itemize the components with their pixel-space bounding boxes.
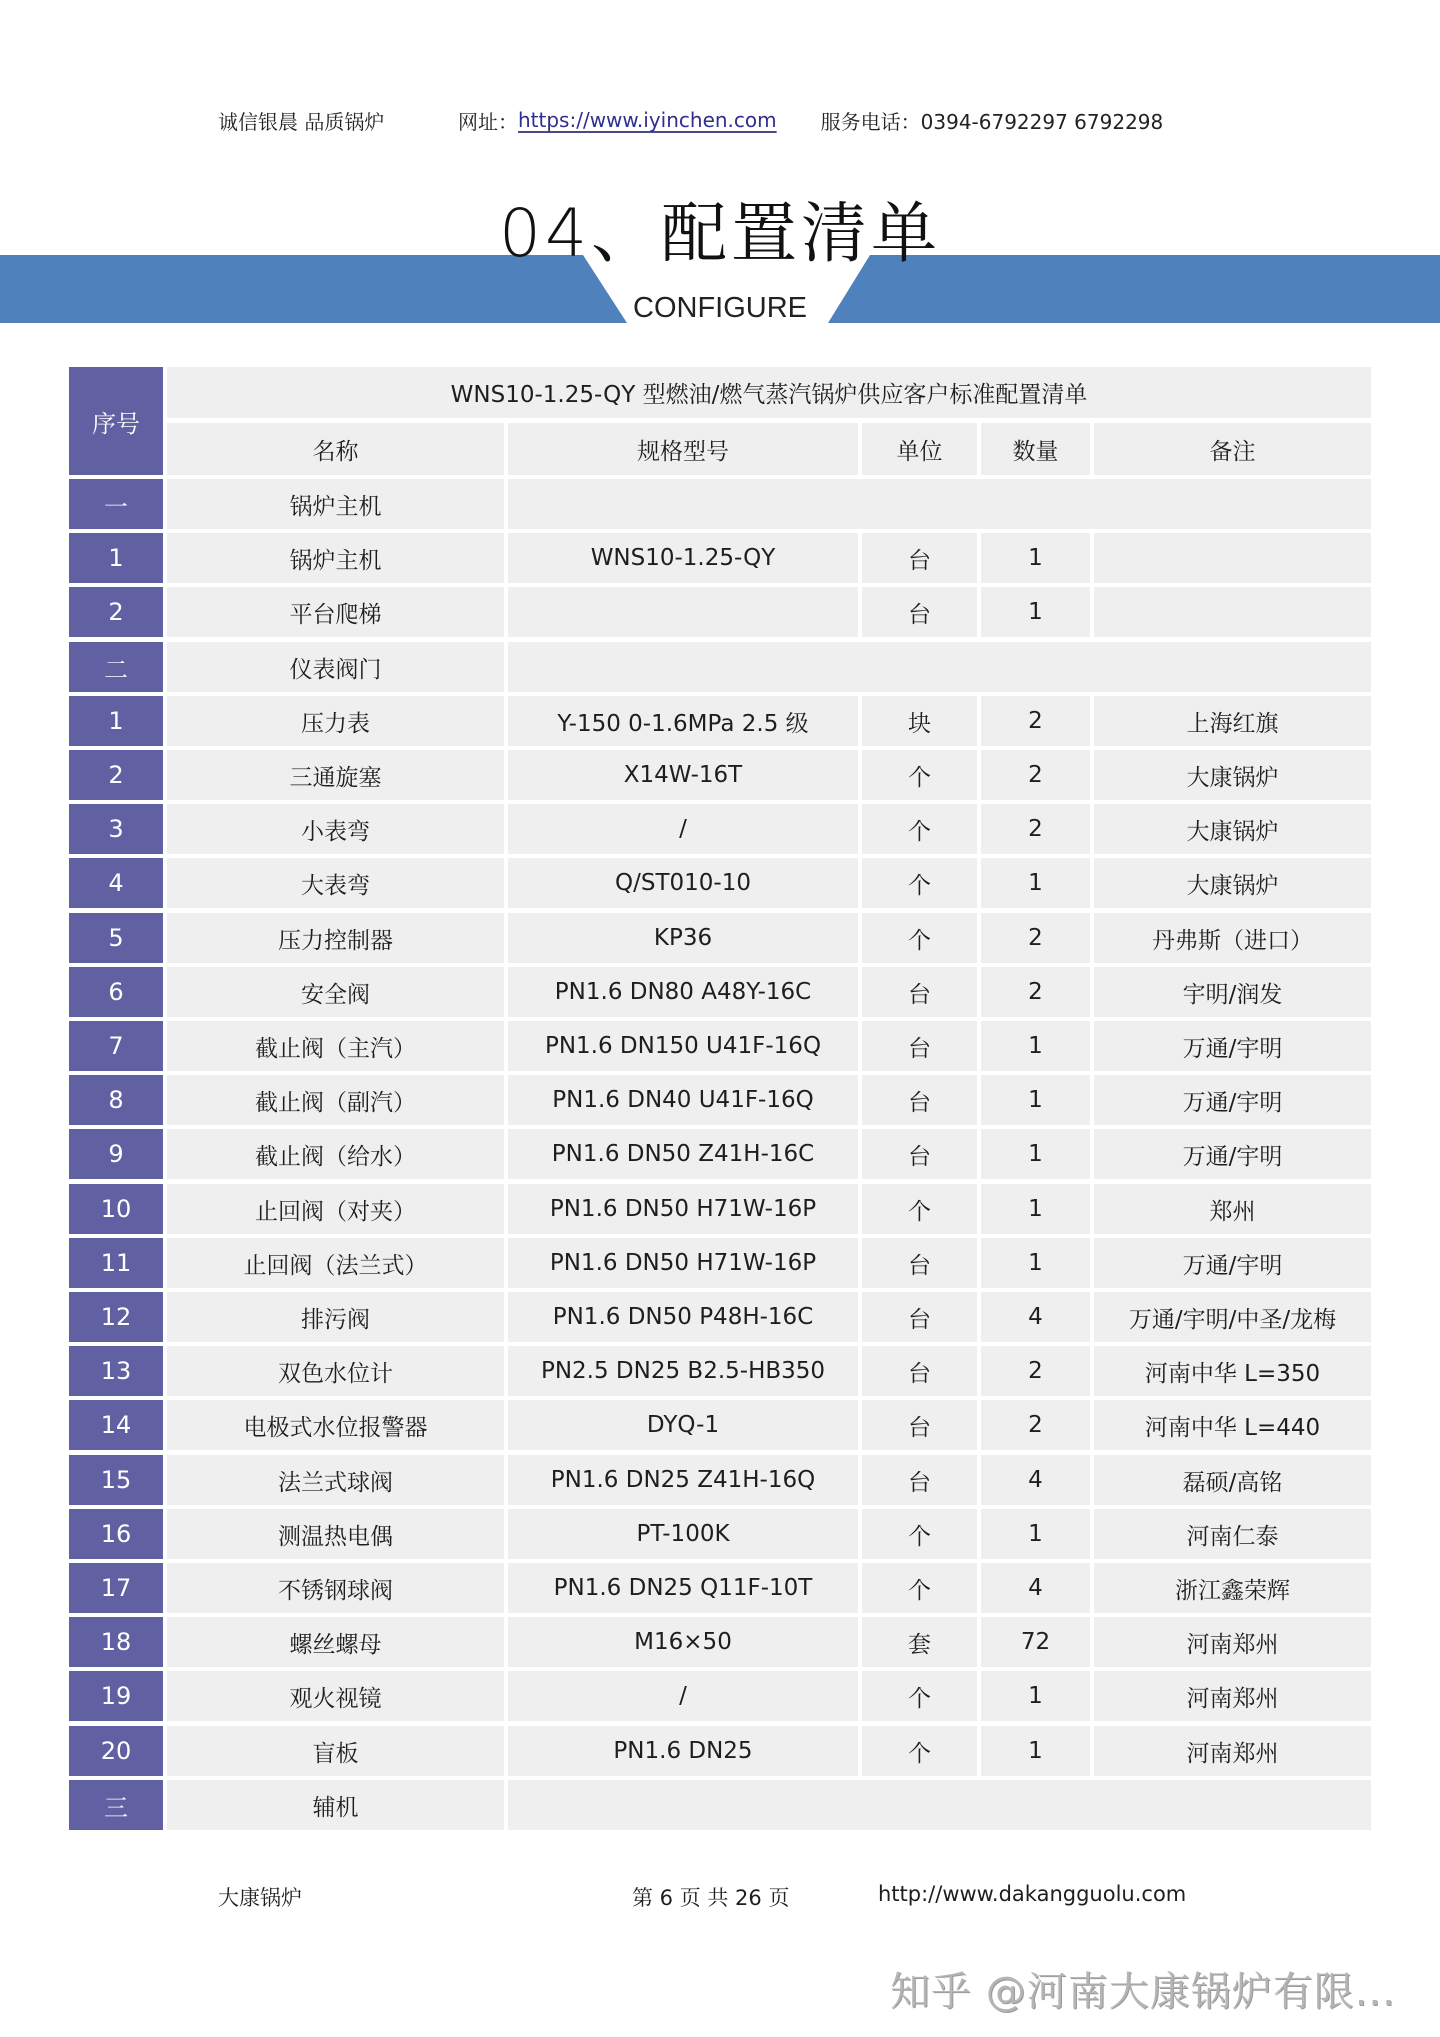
row-unit: 台: [862, 533, 977, 583]
row-seq: 12: [69, 1292, 163, 1342]
row-spec: PN1.6 DN80 A48Y-16C: [508, 967, 858, 1017]
row-name: 安全阀: [167, 967, 504, 1017]
row-name: 螺丝螺母: [167, 1617, 504, 1667]
row-unit: 个: [862, 858, 977, 908]
row-name: 截止阀（主汽）: [167, 1021, 504, 1071]
row-name: 排污阀: [167, 1292, 504, 1342]
row-unit: 台: [862, 1346, 977, 1396]
table-row: [69, 533, 1371, 583]
row-spec: PN1.6 DN25 Z41H-16Q: [508, 1455, 858, 1505]
row-empty-span: [508, 1780, 1371, 1830]
footer-company: 大康锅炉: [218, 1886, 302, 1910]
row-spec: PT-100K: [508, 1509, 858, 1559]
row-seq: 6: [69, 967, 163, 1017]
row-seq: 3: [69, 804, 163, 854]
row-name: 大表弯: [167, 858, 504, 908]
row-name: 双色水位计: [167, 1346, 504, 1396]
row-name: 截止阀（副汽）: [167, 1075, 504, 1125]
row-note: 上海红旗: [1094, 696, 1371, 746]
row-seq: 7: [69, 1021, 163, 1071]
table-row: [69, 1184, 1371, 1234]
row-spec: M16×50: [508, 1617, 858, 1667]
row-name: 三通旋塞: [167, 750, 504, 800]
row-unit: 台: [862, 1238, 977, 1288]
row-name: 测温热电偶: [167, 1509, 504, 1559]
row-spec: PN1.6 DN50 H71W-16P: [508, 1184, 858, 1234]
row-unit: 个: [862, 1563, 977, 1613]
table-row: [69, 1509, 1371, 1559]
row-spec: PN1.6 DN150 U41F-16Q: [508, 1021, 858, 1071]
row-name: 压力表: [167, 696, 504, 746]
row-spec: DYQ-1: [508, 1400, 858, 1450]
row-note: 大康锅炉: [1094, 804, 1371, 854]
row-spec: Y-150 0-1.6MPa 2.5 级: [508, 696, 858, 746]
row-qty: 1: [981, 1509, 1090, 1559]
row-note: 河南中华 L=440: [1094, 1400, 1371, 1450]
service-phone: 服务电话：0394-6792297 6792298: [820, 109, 1164, 134]
row-unit: 套: [862, 1617, 977, 1667]
row-qty: 4: [981, 1455, 1090, 1505]
website-link[interactable]: https://www.iyinchen.com: [518, 108, 777, 132]
row-spec: WNS10-1.25-QY: [508, 533, 858, 583]
row-seq: 13: [69, 1346, 163, 1396]
row-seq: 一: [69, 479, 163, 529]
website-label: 网址：: [458, 109, 518, 134]
table-row: [69, 1726, 1371, 1776]
table-row: [69, 1346, 1371, 1396]
row-qty: 1: [981, 533, 1090, 583]
row-qty: 2: [981, 1346, 1090, 1396]
row-spec: PN1.6 DN40 U41F-16Q: [508, 1075, 858, 1125]
row-note: 万通/宇明: [1094, 1238, 1371, 1288]
row-spec: PN2.5 DN25 B2.5-HB350: [508, 1346, 858, 1396]
row-qty: 2: [981, 750, 1090, 800]
row-unit: 台: [862, 1292, 977, 1342]
row-spec: PN1.6 DN50 P48H-16C: [508, 1292, 858, 1342]
row-spec: Q/ST010-10: [508, 858, 858, 908]
row-note: 万通/宇明: [1094, 1075, 1371, 1125]
table-caption: WNS10-1.25-QY 型燃油/燃气蒸汽锅炉供应客户标准配置清单: [167, 367, 1371, 418]
row-note: 大康锅炉: [1094, 750, 1371, 800]
row-empty-span: [508, 642, 1371, 692]
table-row: [69, 1238, 1371, 1288]
row-qty: 2: [981, 1400, 1090, 1450]
row-name: 止回阀（对夹）: [167, 1184, 504, 1234]
row-unit: 个: [862, 1671, 977, 1721]
row-seq: 10: [69, 1184, 163, 1234]
group-row: [69, 1780, 1371, 1830]
page-header: [218, 104, 1163, 136]
row-name: 小表弯: [167, 804, 504, 854]
row-seq: 15: [69, 1455, 163, 1505]
row-qty: 1: [981, 587, 1090, 637]
row-unit: 个: [862, 913, 977, 963]
row-name: 锅炉主机: [167, 533, 504, 583]
row-name: 截止阀（给水）: [167, 1129, 504, 1179]
row-empty-span: [508, 479, 1371, 529]
row-spec: PN1.6 DN25: [508, 1726, 858, 1776]
table-row: [69, 804, 1371, 854]
row-spec: /: [508, 804, 858, 854]
table-row: [69, 1129, 1371, 1179]
row-qty: 1: [981, 1238, 1090, 1288]
table-row: [69, 1075, 1371, 1125]
row-seq: 18: [69, 1617, 163, 1667]
row-unit: 个: [862, 1509, 977, 1559]
row-unit: 台: [862, 587, 977, 637]
row-note: 河南中华 L=350: [1094, 1346, 1371, 1396]
row-seq: 2: [69, 587, 163, 637]
row-name: 法兰式球阀: [167, 1455, 504, 1505]
row-seq: 17: [69, 1563, 163, 1613]
row-spec: KP36: [508, 913, 858, 963]
row-name: 压力控制器: [167, 913, 504, 963]
row-unit: 台: [862, 1129, 977, 1179]
row-note: 丹弗斯（进口）: [1094, 913, 1371, 963]
row-seq: 8: [69, 1075, 163, 1125]
row-name: 止回阀（法兰式）: [167, 1238, 504, 1288]
zhihu-watermark: 知乎 @河南大康锅炉有限...: [890, 1969, 1396, 2015]
row-name: 电极式水位报警器: [167, 1400, 504, 1450]
row-seq: 19: [69, 1671, 163, 1721]
row-note: 万通/宇明/中圣/龙梅: [1094, 1292, 1371, 1342]
row-qty: 2: [981, 696, 1090, 746]
row-spec: PN1.6 DN50 H71W-16P: [508, 1238, 858, 1288]
row-qty: 2: [981, 913, 1090, 963]
row-seq: 5: [69, 913, 163, 963]
row-qty: 1: [981, 1726, 1090, 1776]
column-header-name: 名称: [167, 423, 504, 475]
row-qty: 1: [981, 1671, 1090, 1721]
row-seq: 16: [69, 1509, 163, 1559]
row-note: [1094, 533, 1371, 583]
row-unit: 台: [862, 1455, 977, 1505]
row-unit: 个: [862, 750, 977, 800]
table-row: [69, 913, 1371, 963]
table-row: [69, 1400, 1371, 1450]
column-header-spec: 规格型号: [508, 423, 858, 475]
row-note: 磊硕/高铭: [1094, 1455, 1371, 1505]
row-unit: 个: [862, 1184, 977, 1234]
table-row: [69, 1292, 1371, 1342]
row-unit: 块: [862, 696, 977, 746]
row-note: 河南郑州: [1094, 1671, 1371, 1721]
footer-url[interactable]: http://www.dakangguolu.com: [878, 1882, 1187, 1906]
row-qty: 72: [981, 1617, 1090, 1667]
group-row: [69, 479, 1371, 529]
row-seq: 9: [69, 1129, 163, 1179]
seq-column-header: 序号: [69, 367, 163, 475]
row-note: 河南郑州: [1094, 1617, 1371, 1667]
row-name: 仪表阀门: [167, 642, 504, 692]
table-row: [69, 750, 1371, 800]
row-name: 不锈钢球阀: [167, 1563, 504, 1613]
table-row: [69, 1455, 1371, 1505]
table-row: [69, 1671, 1371, 1721]
row-spec: PN1.6 DN50 Z41H-16C: [508, 1129, 858, 1179]
row-seq: 1: [69, 696, 163, 746]
row-unit: 台: [862, 967, 977, 1017]
row-qty: 2: [981, 804, 1090, 854]
table-header-block: [69, 367, 1371, 475]
row-spec: [508, 587, 858, 637]
row-name: 平台爬梯: [167, 587, 504, 637]
row-note: 大康锅炉: [1094, 858, 1371, 908]
row-seq: 二: [69, 642, 163, 692]
row-note: 万通/宇明: [1094, 1129, 1371, 1179]
row-unit: 台: [862, 1075, 977, 1125]
section-title: 04、配置清单: [499, 195, 941, 272]
row-note: 浙江鑫荣辉: [1094, 1563, 1371, 1613]
row-qty: 4: [981, 1563, 1090, 1613]
row-note: [1094, 587, 1371, 637]
row-note: 河南郑州: [1094, 1726, 1371, 1776]
table-row: [69, 696, 1371, 746]
row-seq: 14: [69, 1400, 163, 1450]
row-name: 锅炉主机: [167, 479, 504, 529]
row-qty: 4: [981, 1292, 1090, 1342]
row-seq: 4: [69, 858, 163, 908]
row-note: 万通/宇明: [1094, 1021, 1371, 1071]
row-name: 辅机: [167, 1780, 504, 1830]
table-row: [69, 1617, 1371, 1667]
row-seq: 1: [69, 533, 163, 583]
row-qty: 1: [981, 1075, 1090, 1125]
row-note: 郑州: [1094, 1184, 1371, 1234]
table-row: [69, 967, 1371, 1017]
row-unit: 个: [862, 804, 977, 854]
row-qty: 1: [981, 1129, 1090, 1179]
company-slogan: 诚信银晨 品质锅炉: [218, 109, 385, 134]
row-seq: 2: [69, 750, 163, 800]
group-row: [69, 642, 1371, 692]
row-spec: X14W-16T: [508, 750, 858, 800]
column-header-qty: 数量: [981, 423, 1090, 475]
table-row: [69, 587, 1371, 637]
row-name: 盲板: [167, 1726, 504, 1776]
column-header-unit: 单位: [862, 423, 977, 475]
row-unit: 台: [862, 1021, 977, 1071]
row-seq: 三: [69, 1780, 163, 1830]
row-name: 观火视镜: [167, 1671, 504, 1721]
table-row: [69, 1021, 1371, 1071]
row-seq: 20: [69, 1726, 163, 1776]
column-header-note: 备注: [1094, 423, 1371, 475]
row-seq: 11: [69, 1238, 163, 1288]
table-row: [69, 858, 1371, 908]
row-unit: 台: [862, 1400, 977, 1450]
row-spec: /: [508, 1671, 858, 1721]
row-qty: 1: [981, 1184, 1090, 1234]
row-qty: 2: [981, 967, 1090, 1017]
table-row: [69, 1563, 1371, 1613]
row-spec: PN1.6 DN25 Q11F-10T: [508, 1563, 858, 1613]
row-qty: 1: [981, 1021, 1090, 1071]
row-unit: 个: [862, 1726, 977, 1776]
row-qty: 1: [981, 858, 1090, 908]
section-subtitle: CONFIGURE: [633, 292, 807, 324]
row-note: 宇明/润发: [1094, 967, 1371, 1017]
footer-page-info: 第 6 页 共 26 页: [632, 1886, 790, 1910]
row-note: 河南仁泰: [1094, 1509, 1371, 1559]
